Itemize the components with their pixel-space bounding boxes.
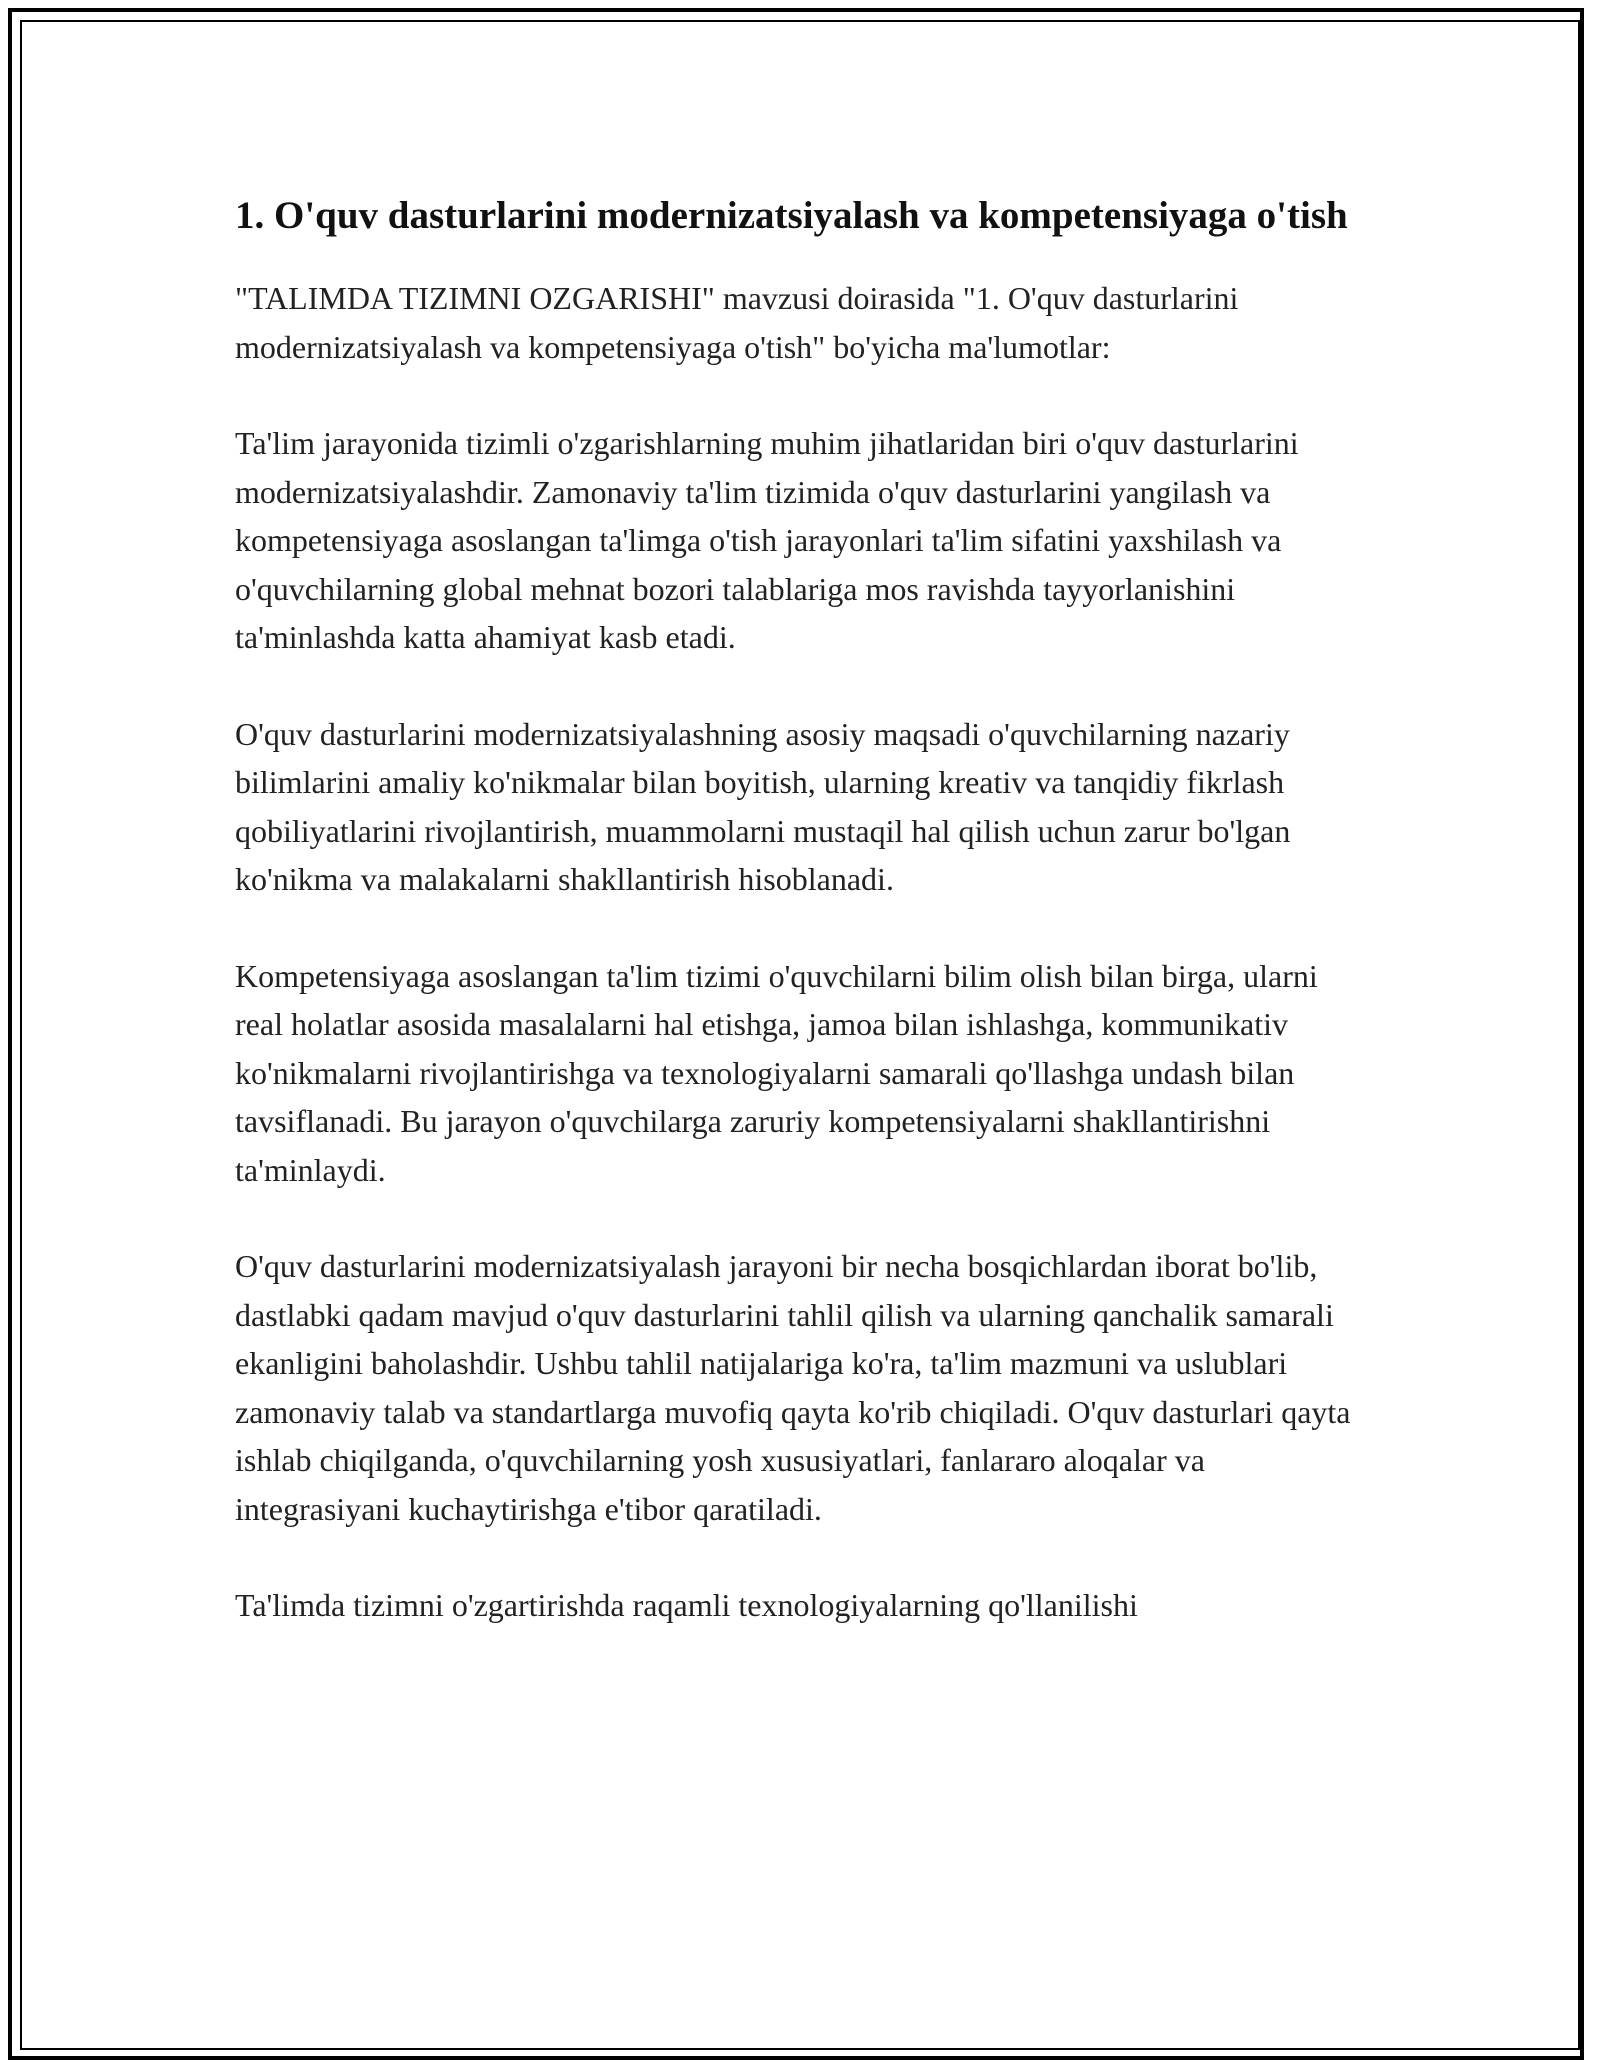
section-heading: 1. O'quv dasturlarini modernizatsiyalash va kompetensiyaga o'tish <box>235 194 1348 237</box>
body-paragraph: Kompetensiyaga asoslangan ta'lim tizimi o'quvchilarni bilim olish bilan birga, ularni real holatlar asosida masalalarni hal etishga, jamoa bilan ishlashga, kommunikativ ko'nikmalarni rivojlantirishga va texnologiyalarni samarali qo'llashga undash bilan tavsiflanadi. Bu jarayon o'quvchilarga zaruriy kompetensiyalarni shakllantirishni ta'minlaydi. <box>235 957 1318 1188</box>
intro-paragraph: "TALIMDA TIZIMNI OZGARISHI" mavzusi doirasida "1. O'quv dasturlarini modernizatsiyalash va kompetensiyaga o'tish" bo'yicha ma'lumotlar: <box>235 280 1239 365</box>
document-body <box>235 188 1365 1678</box>
body-paragraph: Ta'lim jarayonida tizimli o'zgarishlarning muhim jihatlaridan biri o'quv dasturlarini modernizatsiyalashdir. Zamonaviy ta'lim tizimida o'quv dasturlarini yangilash va kompetensiyaga asoslangan ta'limga o'tish jarayonlari ta'lim sifatini yaxshilash va o'quvchilarning global mehnat bozori talablariga mos ravishda tayyorlanishini ta'minlashda katta ahamiyat kasb etadi. <box>235 425 1299 655</box>
body-paragraph: O'quv dasturlarini modernizatsiyalash jarayoni bir necha bosqichlardan iborat bo'lib, dastlabki qadam mavjud o'quv dasturlarini tahlil qilish va ularning qanchalik samarali ekanligini baholashdir. Ushbu tahlil natijalariga ko'ra, ta'lim mazmuni va uslublari zamonaviy talab va standartlarga muvofiq qayta ko'rib chiqiladi. O'quv dasturlari qayta ishlab chiqilganda, o'quvchilarning yosh xususiyatlari, fanlararo aloqalar va integrasiyani kuchaytirishga e'tibor qaratiladi. <box>235 1248 1351 1527</box>
body-paragraph: Ta'limda tizimni o'zgartirishda raqamli texnologiyalarning qo'llanilishi <box>235 1587 1138 1623</box>
body-paragraph: O'quv dasturlarini modernizatsiyalashning asosiy maqsadi o'quvchilarning nazariy bilimlarini amaliy ko'nikmalar bilan boyitish, ularning kreativ va tanqidiy fikrlash qobiliyatlarini rivojlantirish, muammolarni mustaqil hal qilish uchun zarur bo'lgan ko'nikma va malakalarni shakllantirish hisoblanadi. <box>235 715 1291 897</box>
